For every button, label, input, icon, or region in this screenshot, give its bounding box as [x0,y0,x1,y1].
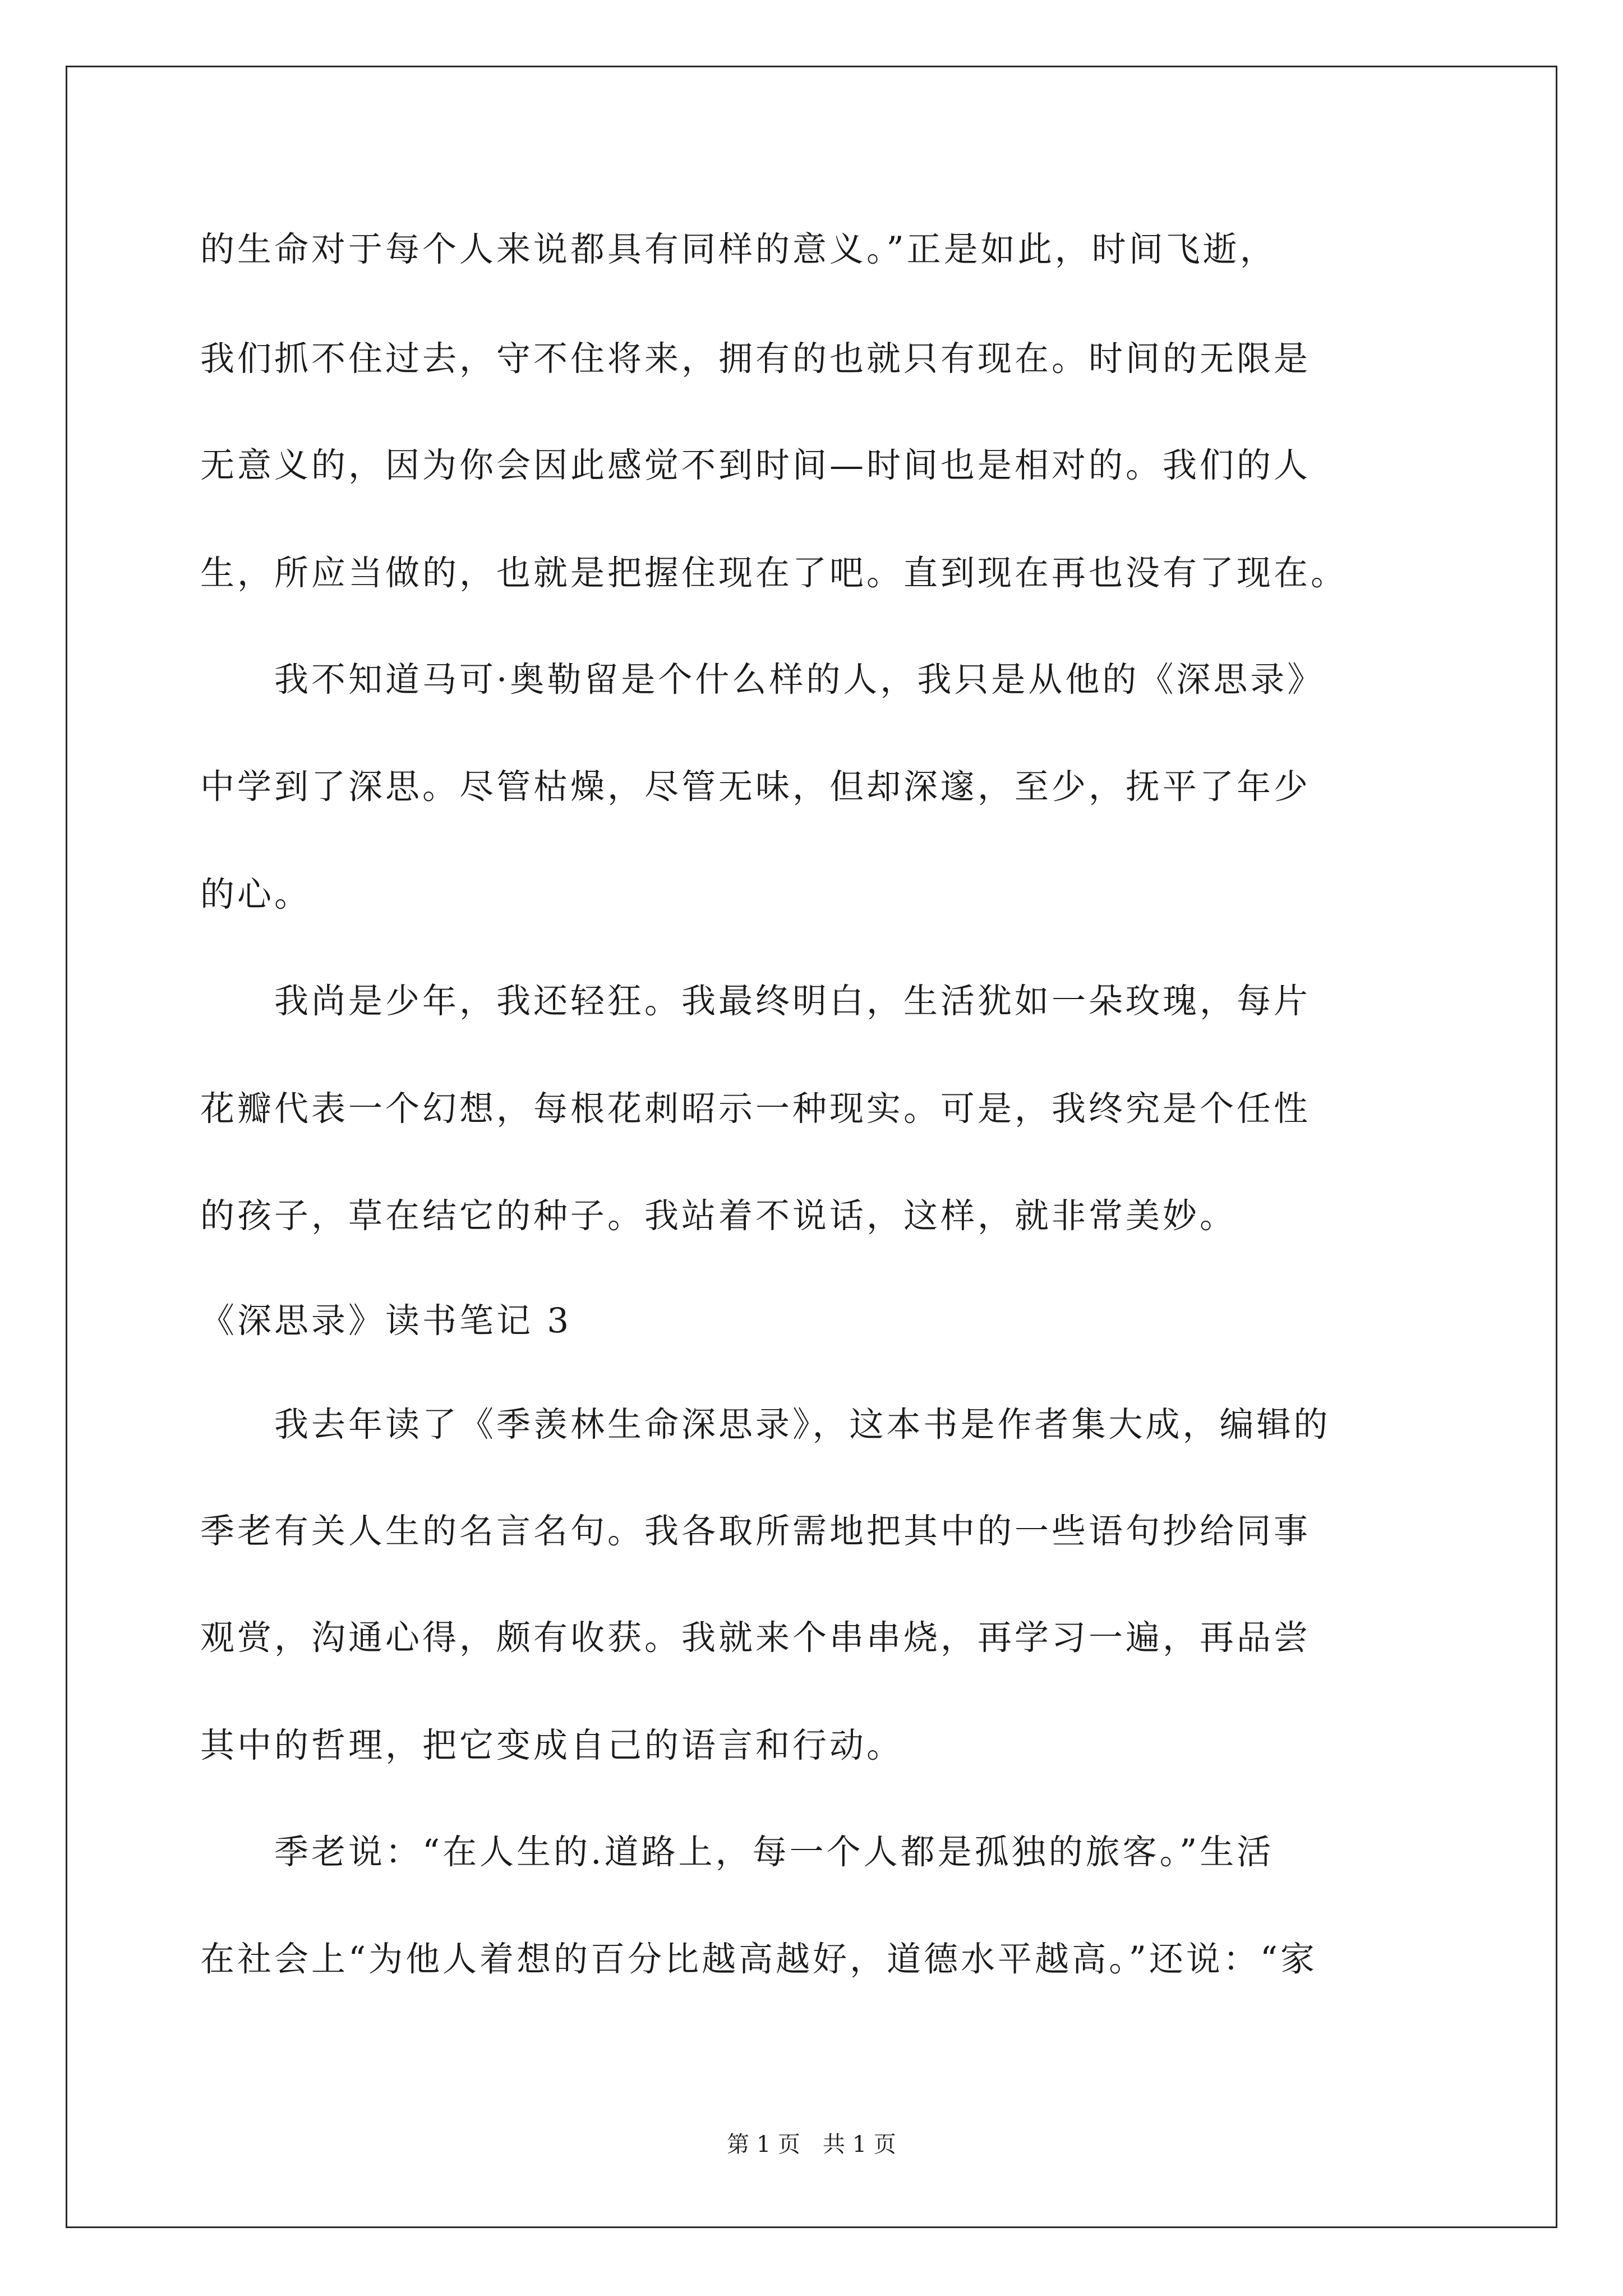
text-line-12: 我去年读了《季羡林生命深思录》，这本书是作者集大成，编辑的 [200,1405,1331,1444]
section-heading: 《深思录》读书笔记 3 [200,1301,572,1341]
text-line-5: 我不知道马可·奥勒留是个什么样的人，我只是从他的《深思录》 [200,660,1325,700]
text-line-9: 花瓣代表一个幻想，每根花刺昭示一种现实。可是，我终究是个任性 [200,1089,1311,1129]
text-line-15: 其中的哲理，把它变成自己的语言和行动。 [200,1726,904,1765]
text-line-1: 的生命对于每个人来说都具有同样的意义。”正是如此，时间飞逝， [200,229,1277,269]
page-footer: 第 1 页 共 1 页 [727,2132,896,2157]
text-line-17: 在社会上“为他人着想的百分比越高越好，道德水平越高。”还说：“家 [200,1939,1318,1979]
text-line-16: 季老说：“在人生的.道路上，每一个人都是孤独的旅客。”生活 [200,1832,1274,1872]
text-line-13: 季老有关人生的名言名句。我各取所需地把其中的一些语句抄给同事 [200,1511,1311,1551]
text-line-3: 无意义的，因为你会因此感觉不到时间—时间也是相对的。我们的人 [200,445,1311,485]
text-line-10: 的孩子，草在结它的种子。我站着不说话，这样，就非常美妙。 [200,1196,1237,1236]
text-line-2: 我们抓不住过去，守不住将来，拥有的也就只有现在。时间的无限是 [200,339,1311,379]
text-line-7: 的心。 [200,875,312,914]
text-line-14: 观赏，沟通心得，颇有收获。我就来个串串烧，再学习一遍，再品尝 [200,1618,1311,1658]
text-line-4: 生，所应当做的，也就是把握住现在了吧。直到现在再也没有了现在。 [200,553,1348,593]
page-border [66,66,1557,2228]
text-line-8: 我尚是少年，我还轻狂。我最终明白，生活犹如一朵玫瑰，每片 [200,981,1311,1021]
text-line-6: 中学到了深思。尽管枯燥，尽管无味，但却深邃，至少，抚平了年少 [200,767,1311,807]
